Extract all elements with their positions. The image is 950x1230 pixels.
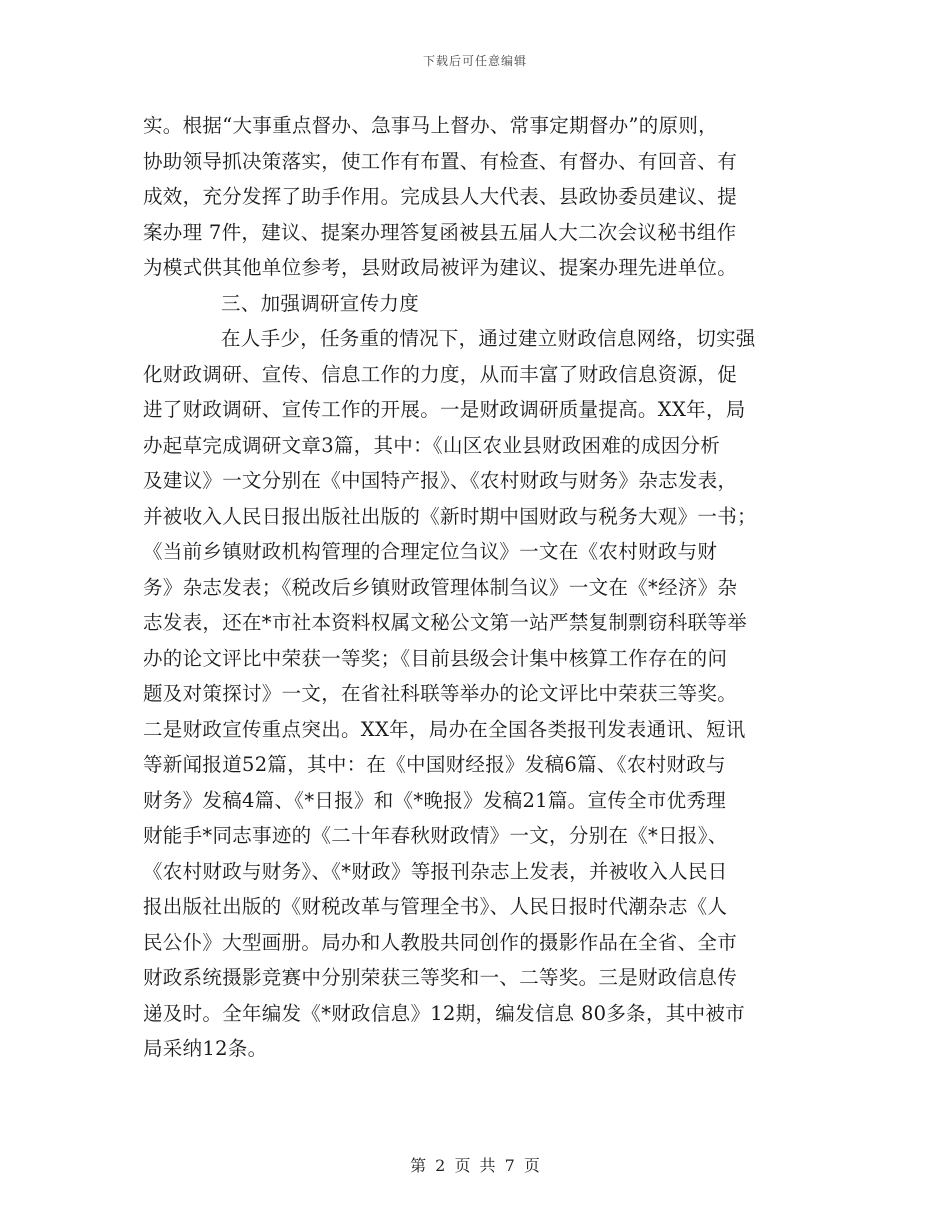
section-heading: 三、加强调研宣传力度 <box>221 291 420 315</box>
body-line: 实。根据“大事重点督办、急事马上督办、常事定期督办”的原则， <box>143 114 718 137</box>
body-line: 志发表，还在*市社本资料权属文秘公文第一站严禁复制剽窃科联等举 <box>143 611 748 634</box>
body-line: 《当前乡镇财政机构管理的合理定位刍议》一文在《农村财政与财 <box>143 540 718 563</box>
body-line: 化财政调研、宣传、信息工作的力度，从而丰富了财政信息资源，促 <box>143 362 738 386</box>
header-note: 下载后可任意编辑 <box>422 54 527 68</box>
body-line: 民公仆》大型画册。局办和人教股共同创作的摄影作品在全省、全市 <box>143 930 738 954</box>
body-line: 递及时。全年编发《*财政信息》12期，编发信息 80多条，其中被市 <box>143 1001 745 1025</box>
body-line: 协助领导抓决策落实，使工作有布置、有检查、有督办、有回音、有 <box>143 149 738 173</box>
body-line: 办起草完成调研文章3篇，其中：《山区农业县财政困难的成因分析 <box>143 433 721 457</box>
body-line: 在人手少，任务重的情况下，通过建立财政信息网络，切实强 <box>221 327 756 350</box>
body-line: 为模式供其他单位参考，县财政局被评为建议、提案办理先进单位。 <box>143 256 738 279</box>
body-line: 报出版社出版的《财税改革与管理全书》、人民日报时代潮杂志《人 <box>143 895 728 918</box>
body-line: 财政系统摄影竞赛中分别荣获三等奖和一、二等奖。三是财政信息传 <box>143 966 738 989</box>
document-body <box>143 108 803 1067</box>
body-line: 及建议》一文分别在《中国特产报》、《农村财政与财务》杂志发表， <box>143 469 738 492</box>
body-line: 二是财政宣传重点突出。XX年，局办在全国各类报刊发表通讯、短讯 <box>143 717 746 741</box>
body-line: 务》杂志发表；《税改后乡镇财政管理体制刍议》一文在《*经济》杂 <box>143 575 738 599</box>
body-line: 财务》发稿4篇、《*日报》和《*晚报》发稿21篇。宣传全市优秀理 <box>143 788 727 812</box>
body-line: 办的论文评比中荣获一等奖；《目前县级会计集中核算工作存在的问 <box>143 646 728 670</box>
body-line: 《农村财政与财务》、《*财政》等报刊杂志上发表，并被收入人民日 <box>143 859 728 883</box>
body-line: 并被收入人民日报出版社出版的《新时期中国财政与税务大观》一书； <box>143 504 757 528</box>
body-line: 财能手*同志事迹的《二十年春秋财政情》一文，分别在《*日报》、 <box>143 824 728 847</box>
body-line: 题及对策探讨》一文，在省社科联等举办的论文评比中荣获三等奖。 <box>143 682 738 705</box>
body-line: 局采纳12条。 <box>143 1037 268 1060</box>
body-line: 进了财政调研、宣传工作的开展。一是财政调研质量提高。XX年，局 <box>143 398 746 421</box>
page-number-footer: 第 2 页 共 7 页 <box>410 1156 540 1175</box>
body-line: 案办理 7件，建议、提案办理答复函被县五届人大二次会议秘书组作 <box>143 220 737 244</box>
body-line: 等新闻报道52篇，其中：在《中国财经报》发稿6篇、《农村财政与 <box>143 753 726 776</box>
body-line: 成效，充分发挥了助手作用。完成县人大代表、县政协委员建议、提 <box>143 185 738 208</box>
